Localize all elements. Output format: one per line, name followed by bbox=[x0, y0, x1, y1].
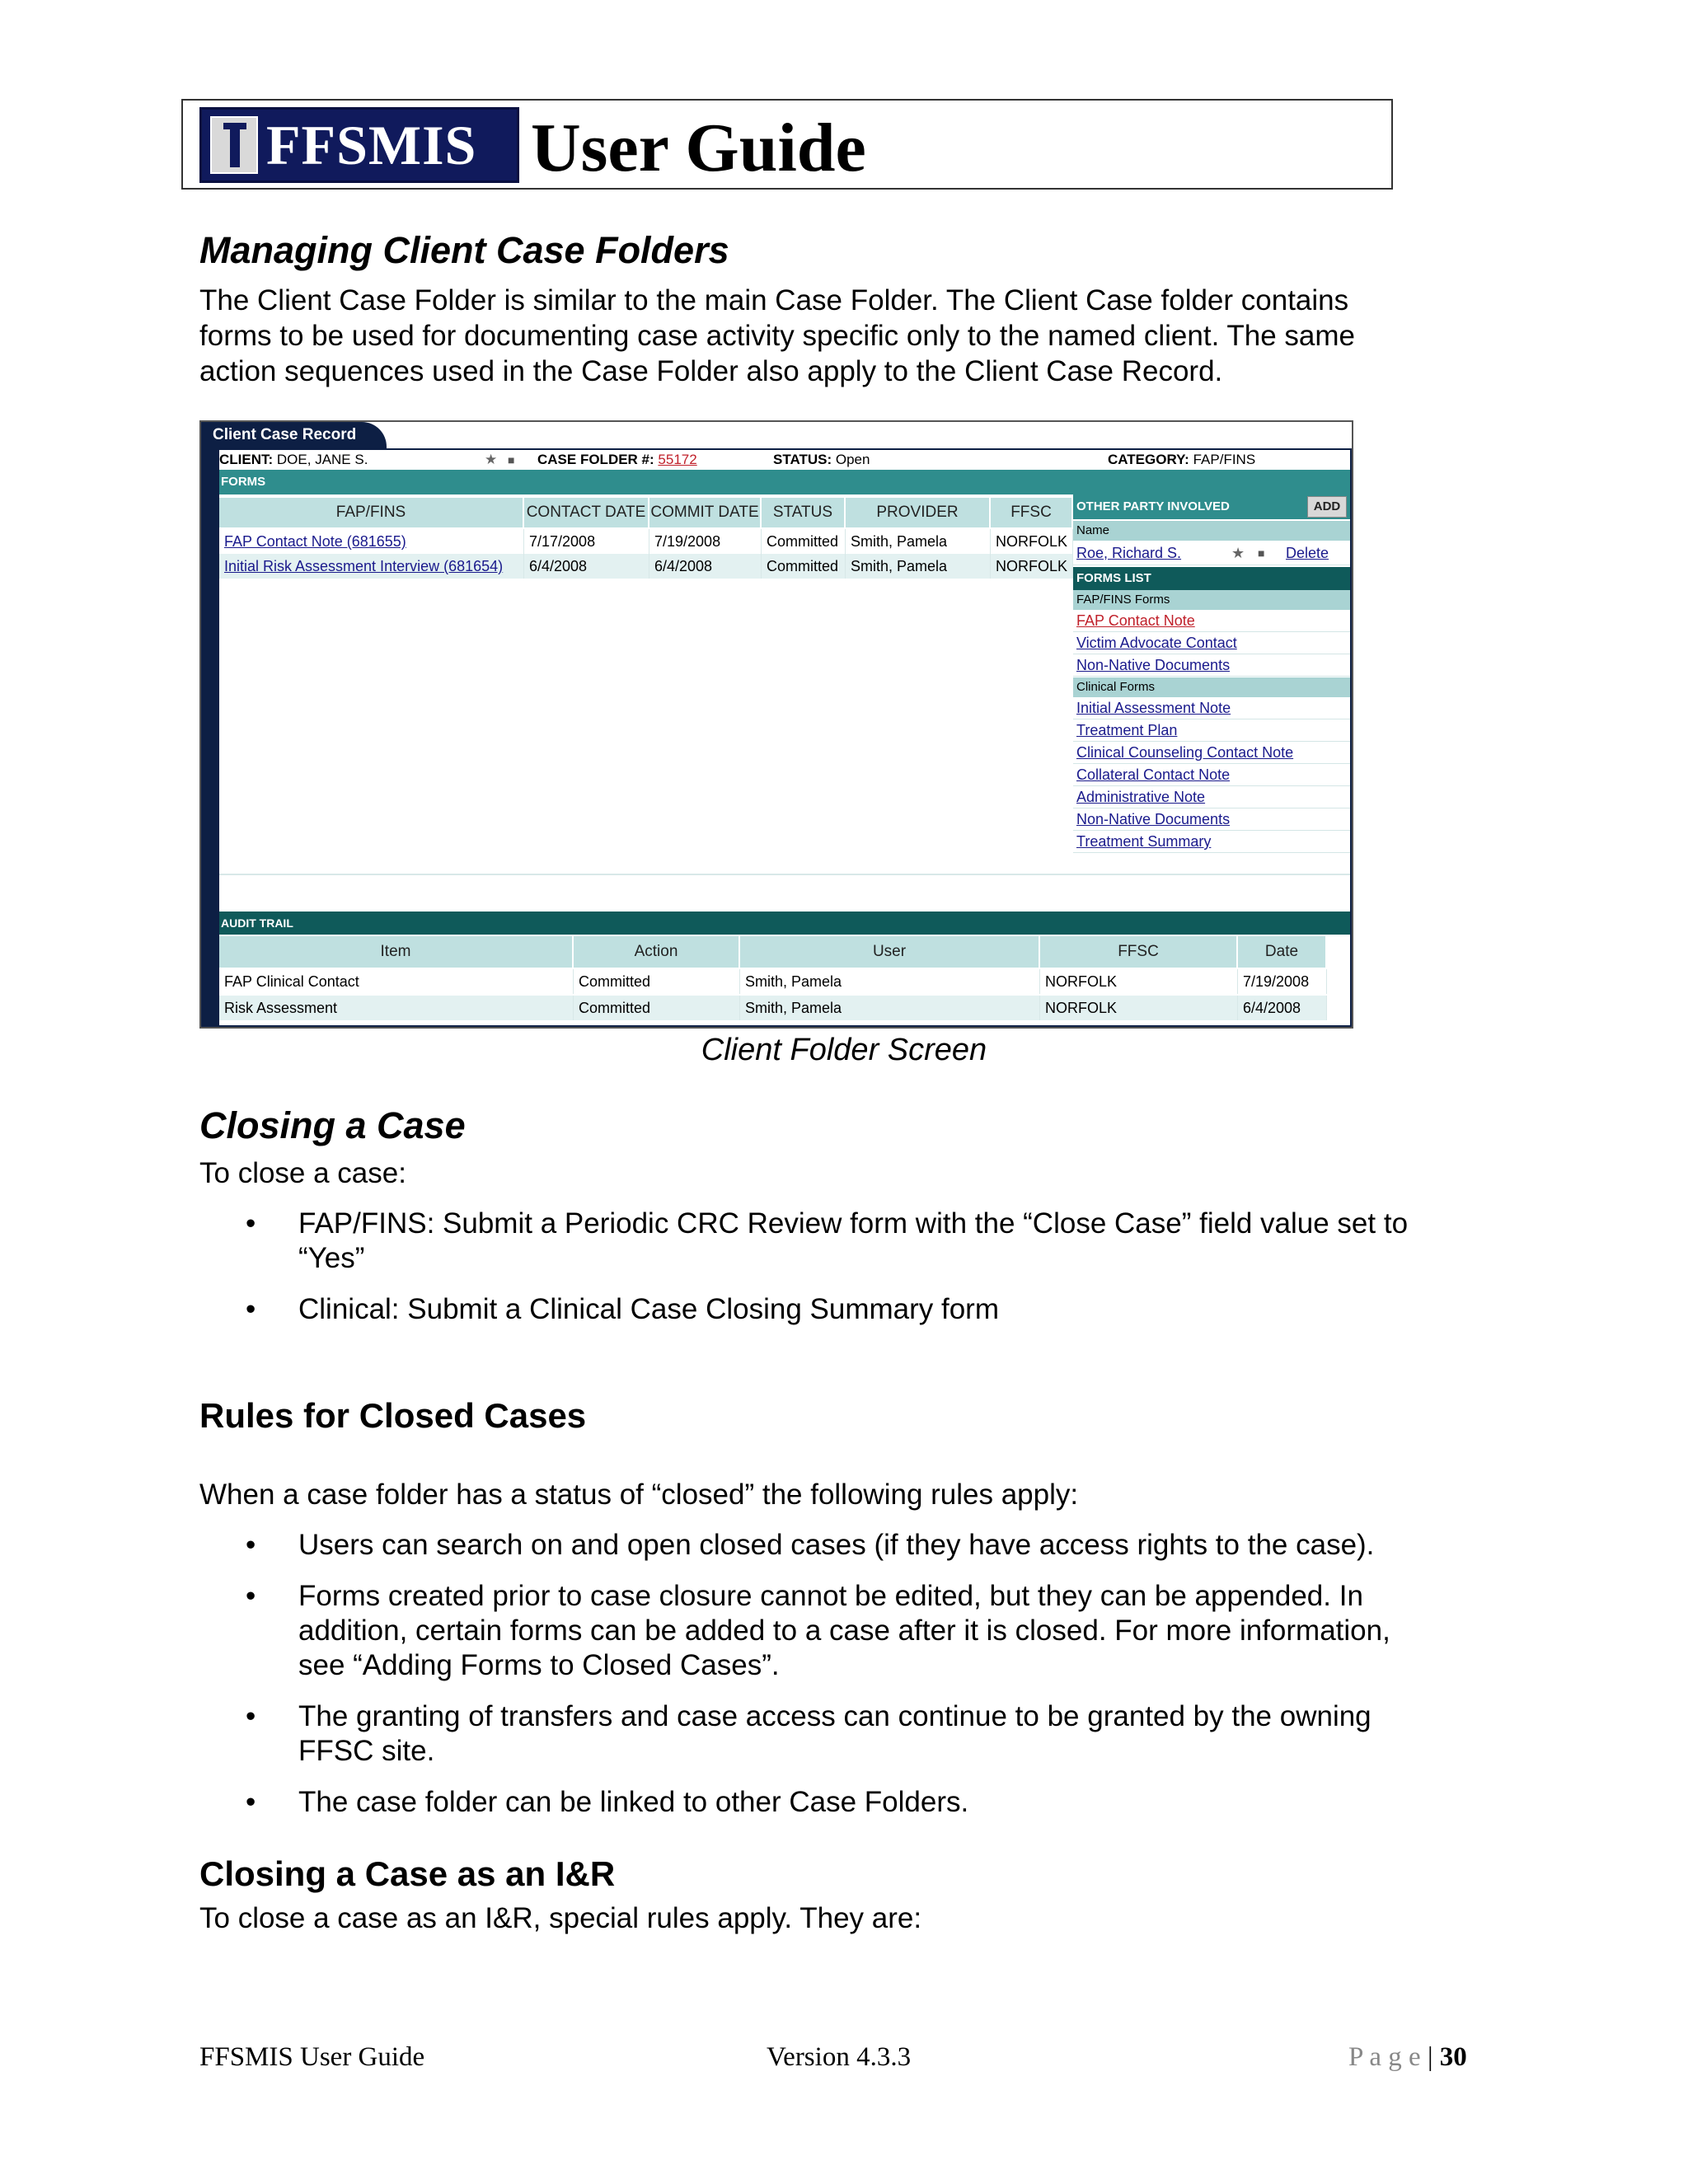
status-value: Open bbox=[835, 452, 870, 467]
bullet-text: FAP/FINS: Submit a Periodic CRC Review form with the “Close Case” field value set to bbox=[298, 1207, 1409, 1240]
bullet: • bbox=[246, 1529, 256, 1561]
header-title: User Guide bbox=[531, 110, 866, 186]
fapfins-forms-header: FAP/FINS Forms bbox=[1073, 590, 1350, 610]
forms-band: FORMS bbox=[219, 470, 1350, 494]
category-label: CATEGORY: bbox=[1108, 452, 1189, 467]
table-row[interactable] bbox=[219, 529, 524, 554]
bullet-text-cont: addition, certain forms can be added to a case after it is closed. For more information, bbox=[298, 1615, 1390, 1647]
cell-ffsc: NORFOLK bbox=[991, 554, 1073, 579]
cell-status: Committed bbox=[762, 554, 846, 579]
figure-caption: Client Folder Screen bbox=[701, 1033, 987, 1067]
footer-version: Version 4.3.3 bbox=[767, 2042, 912, 2072]
other-party-band: OTHER PARTY INVOLVED ADD bbox=[1073, 494, 1350, 519]
audit-cell-action: Committed bbox=[574, 969, 740, 994]
form-link[interactable]: FAP Contact Note (681655) bbox=[224, 533, 406, 550]
bullet-text: Users can search on and open closed cases (if they have access rights to the case). bbox=[298, 1529, 1375, 1561]
section1-line-1: The Client Case Folder is similar to the main Case Folder. The Client Case folder contains bbox=[199, 284, 1349, 316]
section1-line-2: forms to be used for documenting case activity specific only to the named client. The same bbox=[199, 320, 1355, 352]
cell-commit-date: 6/4/2008 bbox=[649, 554, 762, 579]
audit-cell-user: Smith, Pamela bbox=[740, 969, 1040, 994]
bullet-text-cont: see “Adding Forms to Closed Cases”. bbox=[298, 1649, 780, 1681]
logo-text: FFSMIS bbox=[266, 114, 477, 176]
delete-link[interactable]: Delete bbox=[1286, 545, 1329, 561]
col-provider[interactable]: PROVIDER bbox=[846, 498, 991, 527]
other-party-row bbox=[1073, 541, 1350, 565]
cell-commit-date: 7/19/2008 bbox=[649, 529, 762, 554]
bullet-text: Forms created prior to case closure cannot be edited, but they can be appended. In bbox=[298, 1580, 1363, 1612]
audit-col-ffsc[interactable]: FFSC bbox=[1040, 936, 1238, 968]
audit-cell-date: 6/4/2008 bbox=[1238, 996, 1327, 1020]
col-commit-date[interactable]: COMMIT DATE bbox=[649, 498, 762, 527]
case-folder-link[interactable]: 55172 bbox=[658, 452, 697, 467]
bullet: • bbox=[246, 1700, 256, 1732]
audit-col-action[interactable]: Action bbox=[574, 936, 740, 968]
tab-client-case-record[interactable]: Client Case Record bbox=[201, 422, 387, 450]
other-party-name-link[interactable]: Roe, Richard S. bbox=[1076, 545, 1182, 561]
page-number: 30 bbox=[1439, 2042, 1467, 2072]
audit-cell-ffsc: NORFOLK bbox=[1040, 996, 1238, 1020]
bullet-text: The granting of transfers and case access can continue to be granted by the owning bbox=[298, 1700, 1372, 1732]
lighthouse-icon bbox=[210, 116, 258, 174]
cell-provider: Smith, Pamela bbox=[846, 554, 991, 579]
bullet: • bbox=[246, 1207, 256, 1240]
audit-col-user[interactable]: User bbox=[740, 936, 1040, 968]
audit-col-date[interactable]: Date bbox=[1238, 936, 1327, 968]
star-icon[interactable]: ★ bbox=[1231, 545, 1245, 561]
divider bbox=[219, 874, 1350, 875]
category-value: FAP/FINS bbox=[1193, 452, 1256, 467]
cell-contact-date: 7/17/2008 bbox=[524, 529, 649, 554]
audit-col-item[interactable]: Item bbox=[219, 936, 574, 968]
star-icon[interactable]: ★ bbox=[485, 452, 498, 467]
ir-intro: To close a case as an I&R, special rules apply. They are: bbox=[199, 1902, 922, 1934]
footer-page bbox=[1348, 2042, 1467, 2073]
forms-list-item[interactable]: Treatment Summary bbox=[1073, 831, 1350, 853]
bullet-text: The case folder can be linked to other Case Folders. bbox=[298, 1786, 969, 1818]
screen-left-bar bbox=[201, 447, 218, 1029]
name-header: Name bbox=[1073, 521, 1350, 541]
audit-cell-item: Risk Assessment bbox=[219, 996, 574, 1020]
client-value: DOE, JANE S. bbox=[276, 452, 368, 467]
client-label: CLIENT: bbox=[219, 452, 274, 467]
page-label: P a g e bbox=[1348, 2042, 1421, 2072]
audit-cell-action: Committed bbox=[574, 996, 740, 1020]
section-title-ir: Closing a Case as an I&R bbox=[199, 1854, 616, 1893]
section-title-closing: Closing a Case bbox=[199, 1104, 466, 1146]
forms-list-band: FORMS LIST bbox=[1073, 567, 1350, 590]
screen-body bbox=[218, 448, 1352, 1027]
client-case-record-screenshot bbox=[199, 420, 1353, 1029]
lock-icon[interactable]: ■ bbox=[1258, 546, 1265, 560]
page-separator: | bbox=[1427, 2042, 1433, 2072]
audit-trail-band: AUDIT TRAIL bbox=[219, 912, 1350, 935]
case-folder-label: CASE FOLDER #: bbox=[537, 452, 654, 467]
col-fapfins[interactable]: FAP/FINS bbox=[219, 498, 524, 527]
bullet-text-cont: “Yes” bbox=[298, 1242, 365, 1274]
rules-intro: When a case folder has a status of “closed” the following rules apply: bbox=[199, 1479, 1079, 1511]
forms-list-item[interactable]: Non-Native Documents bbox=[1073, 808, 1350, 831]
client-info-row bbox=[219, 450, 1350, 470]
col-status[interactable]: STATUS bbox=[762, 498, 846, 527]
col-ffsc[interactable]: FFSC bbox=[991, 498, 1073, 527]
forms-list-item[interactable]: Collateral Contact Note bbox=[1073, 764, 1350, 786]
section1-line-3: action sequences used in the Case Folder also apply to the Client Case Record. bbox=[199, 355, 1223, 387]
forms-list-item[interactable]: Victim Advocate Contact bbox=[1073, 632, 1350, 654]
forms-list-item[interactable]: Treatment Plan bbox=[1073, 719, 1350, 742]
col-contact-date[interactable]: CONTACT DATE bbox=[524, 498, 649, 527]
bullet-text: Clinical: Submit a Clinical Case Closing Summary form bbox=[298, 1293, 999, 1325]
audit-cell-date: 7/19/2008 bbox=[1238, 969, 1327, 994]
bullet: • bbox=[246, 1293, 256, 1325]
audit-cell-item: FAP Clinical Contact bbox=[219, 969, 574, 994]
cell-provider: Smith, Pamela bbox=[846, 529, 991, 554]
bullet: • bbox=[246, 1580, 256, 1612]
footer-left: FFSMIS User Guide bbox=[199, 2042, 425, 2072]
bullet-text-cont: FFSC site. bbox=[298, 1735, 435, 1767]
section-title-rules: Rules for Closed Cases bbox=[199, 1396, 587, 1435]
forms-list-item[interactable]: Clinical Counseling Contact Note bbox=[1073, 742, 1350, 764]
forms-list-item[interactable]: Initial Assessment Note bbox=[1073, 697, 1350, 719]
form-link[interactable]: Initial Risk Assessment Interview (681654) bbox=[224, 558, 504, 574]
forms-list-item[interactable]: Non-Native Documents bbox=[1073, 654, 1350, 677]
lock-icon[interactable]: ■ bbox=[508, 453, 515, 466]
add-button[interactable]: ADD bbox=[1307, 496, 1347, 518]
cell-ffsc: NORFOLK bbox=[991, 529, 1073, 554]
section-title-managing: Managing Client Case Folders bbox=[199, 229, 729, 271]
forms-list-item[interactable]: FAP Contact Note bbox=[1073, 610, 1350, 632]
bullet: • bbox=[246, 1786, 256, 1818]
cell-status: Committed bbox=[762, 529, 846, 554]
guide-header bbox=[181, 99, 1393, 190]
clinical-forms-header: Clinical Forms bbox=[1073, 677, 1350, 697]
cell-contact-date: 6/4/2008 bbox=[524, 554, 649, 579]
forms-list-item[interactable]: Administrative Note bbox=[1073, 786, 1350, 808]
audit-cell-ffsc: NORFOLK bbox=[1040, 969, 1238, 994]
table-row[interactable] bbox=[219, 554, 524, 579]
ffsmis-logo bbox=[199, 107, 519, 183]
audit-cell-user: Smith, Pamela bbox=[740, 996, 1040, 1020]
status-label: STATUS: bbox=[773, 452, 832, 467]
closing-intro: To close a case: bbox=[199, 1157, 406, 1189]
